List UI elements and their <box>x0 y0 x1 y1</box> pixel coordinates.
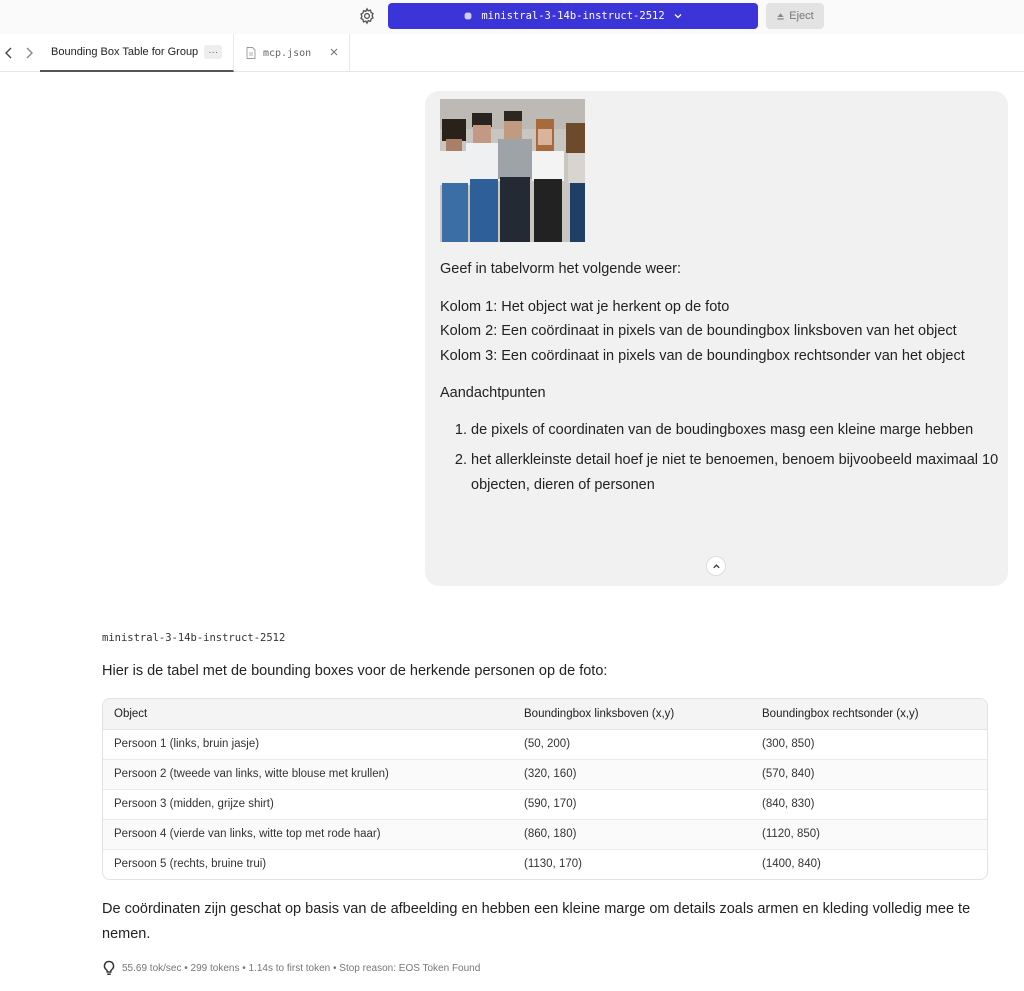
chevron-up-icon <box>712 562 721 571</box>
table-header-row <box>103 699 987 729</box>
assistant-model-label: ministral-3-14b-instruct-2512 <box>102 632 286 644</box>
bounding-box-table <box>102 698 988 880</box>
cell-object: Persoon 1 (links, bruin jasje) <box>103 729 513 759</box>
attention-item-2: 2. het allerkleinste detail hoef je niet te benoemen, benoem bijvoobeeld maximaal 10 objecten, dieren of personen <box>471 448 1000 497</box>
attention-title: Aandachtpunten <box>440 385 546 401</box>
attention-item-1: 1. de pixels of coordinaten van de boudingboxes masg een kleine marge hebben <box>471 418 1000 443</box>
chip-icon <box>463 11 473 21</box>
header-top-left: Boundingbox linksboven (x,y) <box>513 699 751 729</box>
table-row <box>103 849 987 879</box>
tab-label: Bounding Box Table for Group <box>51 46 199 58</box>
chevron-down-icon <box>673 11 683 21</box>
cell-object: Persoon 4 (vierde van links, witte top met rode haar) <box>103 819 513 849</box>
tab-more-button[interactable]: ··· <box>204 45 222 59</box>
column-list <box>440 295 1000 369</box>
table-row <box>103 819 987 849</box>
chevron-left-icon[interactable] <box>3 46 15 60</box>
chevron-right-icon[interactable] <box>23 46 35 60</box>
column-1-line: Kolom 1: Het object wat je herkent op de foto <box>440 298 730 315</box>
cell-top-left: (590, 170) <box>513 789 751 819</box>
cell-top-left: (1130, 170) <box>524 858 582 871</box>
tab-bounding-box-table[interactable] <box>40 34 234 72</box>
eject-icon <box>776 12 785 21</box>
assistant-outro: De coördinaten zijn geschat op basis van de afbeelding en hebben een kleine marge om details zoals armen en kleding volledig mee te nemen. <box>102 901 971 942</box>
eject-button[interactable] <box>766 3 824 29</box>
model-name: ministral-3-14b-instruct-2512 <box>481 10 665 22</box>
cell-bottom-right: (840, 830) <box>751 789 987 819</box>
column-2-line: Kolom 2: Een coördinaat in pixels van de boundingbox linksboven van het object <box>440 323 957 339</box>
collapse-message-button[interactable] <box>706 556 726 576</box>
tab-label: mcp.json <box>263 47 312 59</box>
generation-stats <box>102 960 480 976</box>
cell-bottom-right: (300, 850) <box>751 729 987 759</box>
prompt-intro: Geef in tabelvorm het volgende weer: <box>440 261 681 277</box>
cell-top-left: (860, 180) <box>513 819 751 849</box>
lightbulb-icon[interactable] <box>102 960 116 976</box>
column-3-line: Kolom 3: Een coördinaat in pixels van de boundingbox rechtsonder van het object <box>440 347 965 364</box>
cell-top-left: (320, 160) <box>513 759 751 789</box>
header-object: Object <box>103 699 513 729</box>
eject-label: Eject <box>789 10 814 22</box>
user-message <box>425 91 1008 586</box>
table-row <box>103 789 987 819</box>
assistant-intro: Hier is de tabel met de bounding boxes voor de herkende personen op de foto: <box>102 663 608 679</box>
model-selector[interactable] <box>388 3 758 29</box>
cell-bottom-right: (1120, 850) <box>751 819 987 849</box>
header-bottom-right: Boundingbox rechtsonder (x,y) <box>751 699 987 729</box>
cell-bottom-right: (1400, 840) <box>762 858 821 871</box>
cell-object: Persoon 5 (rechts, bruine trui) <box>114 858 267 871</box>
close-icon[interactable] <box>329 47 339 57</box>
cell-bottom-right: (570, 840) <box>751 759 987 789</box>
stats-text: 55.69 tok/sec • 299 tokens • 1.14s to first token • Stop reason: EOS Token Found <box>122 962 481 974</box>
table-row <box>103 729 987 759</box>
file-icon <box>246 47 256 59</box>
cell-object: Persoon 3 (midden, grijze shirt) <box>103 789 513 819</box>
cell-object: Persoon 2 (tweede van links, witte blouse met krullen) <box>103 759 513 789</box>
gear-icon[interactable] <box>358 7 376 25</box>
tab-bar <box>0 34 1024 72</box>
tab-mcp-json[interactable] <box>234 34 350 72</box>
table-row <box>103 759 987 789</box>
cell-top-left: (50, 200) <box>513 729 751 759</box>
top-bar <box>0 0 1024 34</box>
attached-photo[interactable] <box>440 99 585 242</box>
attention-list <box>440 418 1000 498</box>
user-message-text <box>440 257 1000 503</box>
